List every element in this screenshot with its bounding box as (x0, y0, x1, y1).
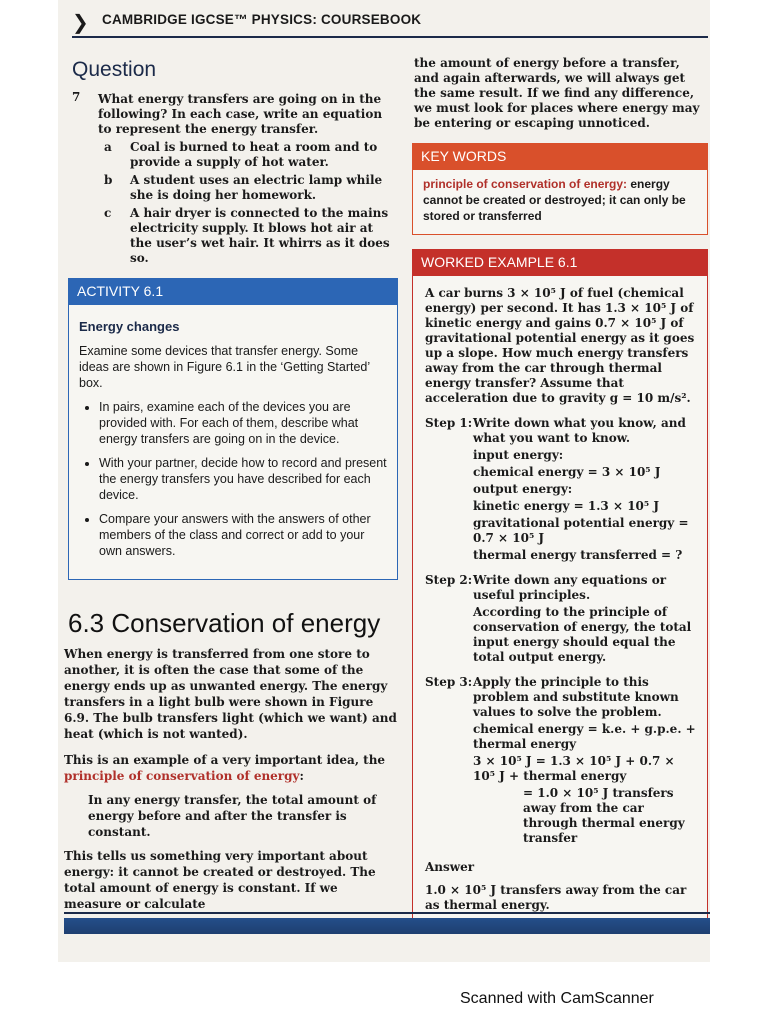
question-heading: Question (72, 58, 157, 81)
item-text: A hair dryer is connected to the mains electricity supply. It blows hot air at the user’s wet hair. It whirrs as it does so. (130, 206, 390, 265)
activity-bullet: • With your partner, decide how to record and present the energy transfers you have described for each device. (99, 455, 387, 503)
step-equation: chemical energy = k.e. + g.p.e. + thermal energy (473, 722, 696, 751)
step-label: Step 1: (425, 416, 473, 430)
activity-bullet: • Compare your answers with the answers of other members of the class and correct or add to your own answers. (99, 511, 387, 559)
item-letter: b (104, 173, 113, 187)
paragraph-text: : (299, 769, 304, 783)
header-divider (72, 36, 708, 38)
key-word-term: principle of conservation of energy: (423, 177, 628, 191)
item-letter: a (104, 140, 112, 154)
paragraph-text: This is an example of a very important idea, the (64, 753, 386, 767)
step-3 (425, 675, 699, 846)
running-header (72, 8, 708, 36)
worked-example-problem: A car burns 3 × 10⁵ J of fuel (chemical energy) per second. It has 1.3 × 10⁵ J of kinetic energy and gains 0.7 × 10⁵ J of gravitational potential energy as it goes up a slope. How much energy transfers away from the car through thermal energy transfer? Assume that acceleration due to gravity g = 10 m/s². (425, 286, 695, 405)
footer-divider (64, 912, 710, 914)
step-1 (425, 416, 699, 563)
step-line: kinetic energy = 1.3 × 10⁵ J (473, 499, 660, 513)
right-column (412, 50, 708, 924)
step-equation: 3 × 10⁵ J = 1.3 × 10⁵ J + 0.7 × 10⁵ J + thermal energy (473, 754, 675, 783)
step-line: gravitational potential energy = 0.7 × 10⁵ J (473, 516, 689, 545)
activity-label: ACTIVITY 6.1 (69, 279, 397, 305)
question-number: 7 (72, 90, 81, 104)
activity-title: Energy changes (79, 319, 180, 334)
section-paragraph-1: When energy is transferred from one store to another, it is often the case that some of the energy ends up as unwanted energy. The energy transfers in a light bulb were shown in Figure 6.9. The bulb transfers light (which we want) and heat (which is not wanted). (64, 647, 397, 741)
question-item-c (98, 206, 398, 266)
left-column (64, 50, 398, 912)
item-letter: c (104, 206, 112, 220)
activity-intro: Examine some devices that transfer energy. Some ideas are shown in Figure 6.1 in the ‘Getting Started’ box. (79, 344, 370, 390)
section-paragraph-3: This tells us something very important about energy: it cannot be created or destroyed. The total amount of energy is constant. If we measure or calculate (64, 849, 376, 911)
book-title: CAMBRIDGE IGCSE™ PHYSICS: COURSEBOOK (102, 12, 422, 27)
item-text: Coal is burned to heat a room and to provide a supply of hot water. (130, 140, 378, 169)
worked-example-box (412, 249, 708, 924)
worked-example-label: WORKED EXAMPLE 6.1 (413, 250, 707, 276)
step-line: input energy: (473, 448, 564, 462)
answer-label: Answer (425, 860, 475, 874)
step-text: Write down any equations or useful principles. (473, 573, 667, 602)
step-line: chemical energy = 3 × 10⁵ J (473, 465, 661, 479)
step-text: Apply the principle to this problem and substitute known values to solve the problem. (473, 675, 679, 719)
step-line: output energy: (473, 482, 573, 496)
footer-bar (64, 918, 710, 934)
section-heading: 6.3 Conservation of energy (68, 608, 381, 638)
question-item-b (98, 173, 398, 203)
step-label: Step 2: (425, 573, 473, 587)
activity-bullet: • In pairs, examine each of the devices you are provided with. For each of them, describe what energy transfers are going on in the device. (99, 399, 387, 447)
activity-list (79, 399, 387, 559)
key-words-box (412, 143, 708, 235)
scanner-watermark: Scanned with CamScanner (460, 990, 654, 1007)
item-text: A student uses an electric lamp while she is doing her homework. (130, 173, 383, 202)
step-line: thermal energy transferred = ? (473, 548, 683, 562)
continued-paragraph: the amount of energy before a transfer, and again afterwards, we will always get the same result. If we find any difference, we must look for places where energy may be entering or escaping unnoticed. (414, 56, 700, 130)
key-word-definition: energy cannot be created or destroyed; it can only be stored or transferred (423, 177, 686, 223)
step-2 (425, 573, 699, 665)
section-paragraph-2 (64, 752, 398, 784)
question-item-a (98, 140, 398, 170)
key-term-highlight: principle of conservation of energy (64, 769, 300, 783)
question-text: What energy transfers are going on in the following? In each case, write an equation to represent the energy transfer. (98, 92, 383, 136)
step-equation: = 1.0 × 10⁵ J transfers away from the car through thermal energy transfer (523, 786, 685, 845)
step-text: Write down what you know, and what you want to know. (473, 416, 686, 445)
chevron-right-icon: ❯ (72, 10, 89, 34)
principle-statement: In any energy transfer, the total amount of energy before and after the transfer is constant. (88, 793, 377, 839)
key-words-label: KEY WORDS (413, 144, 707, 170)
step-label: Step 3: (425, 675, 473, 689)
step-line: According to the principle of conservation of energy, the total input energy should equal the total output energy. (473, 605, 692, 664)
answer-text: 1.0 × 10⁵ J transfers away from the car as thermal energy. (425, 883, 687, 912)
activity-box (68, 278, 398, 580)
